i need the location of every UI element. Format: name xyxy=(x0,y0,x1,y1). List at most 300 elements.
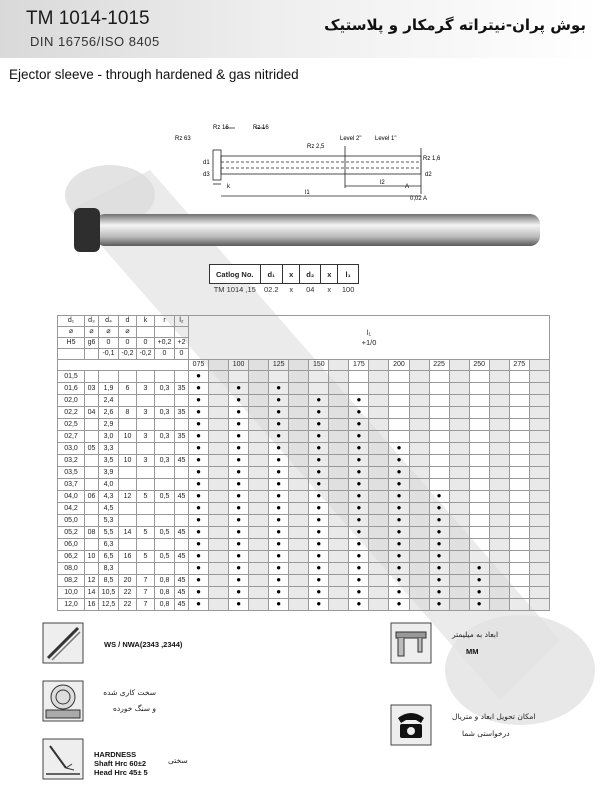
availability-spacer xyxy=(529,503,549,515)
availability-dot: ● xyxy=(356,455,362,465)
header-d: d xyxy=(119,316,137,327)
material-icon xyxy=(42,622,84,664)
availability-cell xyxy=(309,599,329,611)
availability-spacer xyxy=(489,407,509,419)
header-diameter-symbol: ⌀ xyxy=(58,327,85,338)
dimension-cell: 05,2 xyxy=(58,527,85,539)
dimension-cell xyxy=(175,395,189,407)
availability-spacer xyxy=(329,395,349,407)
availability-spacer xyxy=(289,587,309,599)
availability-cell xyxy=(509,431,529,443)
dimension-cell xyxy=(137,539,155,551)
header-tol-lower: 0 xyxy=(175,349,189,360)
availability-spacer xyxy=(489,491,509,503)
availability-dot: ● xyxy=(236,395,242,405)
table-row xyxy=(58,371,550,383)
availability-cell xyxy=(269,419,289,431)
availability-spacer xyxy=(449,383,469,395)
availability-spacer xyxy=(329,467,349,479)
availability-spacer xyxy=(449,455,469,467)
availability-cell xyxy=(269,575,289,587)
dimension-cell: 45 xyxy=(175,527,189,539)
dimension-cell xyxy=(85,503,99,515)
availability-spacer xyxy=(529,539,549,551)
availability-dot: ● xyxy=(196,371,201,381)
availability-cell xyxy=(349,455,369,467)
availability-spacer xyxy=(209,575,229,587)
availability-dot: ● xyxy=(276,515,282,525)
availability-cell xyxy=(349,383,369,395)
availability-dot: ● xyxy=(356,575,362,585)
availability-cell xyxy=(509,455,529,467)
dimension-cell: 16 xyxy=(119,551,137,563)
dimension-cell: 03,7 xyxy=(58,479,85,491)
dimension-cell xyxy=(175,467,189,479)
availability-spacer xyxy=(449,491,469,503)
availability-spacer xyxy=(369,491,389,503)
hardened-ground-icon xyxy=(42,680,84,722)
phone-icon xyxy=(390,704,432,746)
availability-spacer xyxy=(489,455,509,467)
dimension-cell xyxy=(119,371,137,383)
length-header-spacer xyxy=(209,360,229,371)
availability-spacer xyxy=(329,503,349,515)
dimension-cell: 8 xyxy=(119,407,137,419)
availability-spacer xyxy=(489,527,509,539)
availability-dot: ● xyxy=(316,395,322,405)
availability-spacer xyxy=(209,479,229,491)
header-empty xyxy=(58,349,85,360)
availability-spacer xyxy=(449,539,469,551)
availability-spacer xyxy=(529,431,549,443)
availability-cell xyxy=(389,383,409,395)
caliper-icon xyxy=(390,622,432,664)
dimension-cell xyxy=(85,515,99,527)
material-grade: WS / NWA(2343 ,2344) xyxy=(104,640,183,649)
level1-label: Level 1" xyxy=(375,136,397,142)
dimension-cell: 06,0 xyxy=(58,539,85,551)
availability-dot: ● xyxy=(276,527,282,537)
availability-spacer xyxy=(409,587,429,599)
availability-cell xyxy=(189,407,209,419)
dimension-cell: 45 xyxy=(175,551,189,563)
availability-spacer xyxy=(289,407,309,419)
shaft-hardness: Shaft Hrc 60±2 xyxy=(94,759,147,768)
availability-dot: ● xyxy=(396,491,402,501)
availability-cell xyxy=(429,419,449,431)
header-d3: d₃ xyxy=(85,316,99,327)
dimension-cell: 06 xyxy=(85,491,99,503)
availability-dot: ● xyxy=(316,419,322,429)
header-d1: d₁ xyxy=(58,316,85,327)
availability-spacer xyxy=(209,491,229,503)
availability-dot: ● xyxy=(396,551,402,561)
dimension-cell: 22 xyxy=(119,587,137,599)
availability-dot: ● xyxy=(236,455,242,465)
dimension-cell xyxy=(119,467,137,479)
availability-spacer xyxy=(409,551,429,563)
availability-dot: ● xyxy=(276,443,282,453)
availability-spacer xyxy=(449,503,469,515)
availability-spacer xyxy=(489,371,509,383)
table-row xyxy=(58,455,550,467)
header-diameter-symbol: ⌀ xyxy=(85,327,99,338)
availability-dot: ● xyxy=(356,479,362,489)
dimension-cell: 4,0 xyxy=(99,479,119,491)
availability-spacer xyxy=(329,599,349,611)
availability-spacer xyxy=(529,587,549,599)
availability-spacer xyxy=(249,515,269,527)
availability-cell xyxy=(469,551,489,563)
dimension-cell: 5 xyxy=(137,551,155,563)
availability-spacer xyxy=(249,419,269,431)
header-l2: l₂ xyxy=(175,316,189,327)
availability-dot: ● xyxy=(276,479,282,489)
availability-cell xyxy=(189,419,209,431)
dimension-cell xyxy=(175,539,189,551)
availability-cell xyxy=(429,479,449,491)
availability-dot: ● xyxy=(476,599,482,609)
dimension-cell: 3 xyxy=(137,383,155,395)
availability-cell xyxy=(269,503,289,515)
dimension-cell: 10 xyxy=(119,455,137,467)
availability-cell xyxy=(429,455,449,467)
dimension-cell: 03,5 xyxy=(58,467,85,479)
availability-cell xyxy=(389,407,409,419)
availability-spacer xyxy=(329,383,349,395)
availability-cell xyxy=(469,455,489,467)
availability-cell xyxy=(509,527,529,539)
availability-spacer xyxy=(409,491,429,503)
length-header-cell: 150 xyxy=(309,360,329,371)
availability-spacer xyxy=(409,563,429,575)
availability-cell xyxy=(389,539,409,551)
availability-cell xyxy=(229,575,249,587)
table-row xyxy=(58,599,550,611)
table-row xyxy=(58,527,550,539)
rz25-label: Rz 2,5 xyxy=(307,144,325,150)
header-tol-lower: -0,2 xyxy=(119,349,137,360)
header-tol-upper: 0 xyxy=(119,338,137,349)
availability-cell xyxy=(229,587,249,599)
availability-spacer xyxy=(249,431,269,443)
dimension-cell xyxy=(137,371,155,383)
availability-cell xyxy=(429,383,449,395)
standard-label: DIN 16756/ISO 8405 xyxy=(30,34,160,49)
dimension-cell: 01,6 xyxy=(58,383,85,395)
availability-cell xyxy=(229,431,249,443)
availability-dot: ● xyxy=(316,491,322,501)
availability-cell xyxy=(189,503,209,515)
availability-cell xyxy=(229,503,249,515)
availability-spacer xyxy=(529,419,549,431)
availability-cell xyxy=(229,491,249,503)
dimension-cell: 5 xyxy=(137,527,155,539)
availability-dot: ● xyxy=(356,551,362,561)
availability-cell xyxy=(509,563,529,575)
hardness-icon xyxy=(42,738,84,780)
hardened-label: سخت کاری شده xyxy=(103,688,156,697)
availability-dot: ● xyxy=(316,503,322,513)
availability-dot: ● xyxy=(196,551,201,561)
availability-dot: ● xyxy=(436,551,442,561)
availability-cell xyxy=(269,539,289,551)
table-row xyxy=(58,575,550,587)
dimension-cell: 4,3 xyxy=(99,491,119,503)
availability-spacer xyxy=(409,479,429,491)
availability-cell xyxy=(269,599,289,611)
availability-spacer xyxy=(489,515,509,527)
dimension-cell: 8,5 xyxy=(99,575,119,587)
dimension-cell: 04,2 xyxy=(58,503,85,515)
dimension-cell: 6 xyxy=(119,383,137,395)
availability-spacer xyxy=(209,443,229,455)
availability-spacer xyxy=(489,479,509,491)
dimension-cell xyxy=(85,395,99,407)
dimension-cell xyxy=(137,479,155,491)
availability-spacer xyxy=(289,575,309,587)
availability-cell xyxy=(389,599,409,611)
availability-spacer xyxy=(409,575,429,587)
length-header-row xyxy=(58,360,550,371)
dimension-cell xyxy=(119,419,137,431)
availability-spacer xyxy=(529,407,549,419)
header-d4: d₄ xyxy=(99,316,119,327)
catalog-example-cell: 04 xyxy=(306,285,315,294)
availability-dot: ● xyxy=(316,539,322,549)
availability-spacer xyxy=(369,515,389,527)
availability-cell xyxy=(509,491,529,503)
length-header-cell: 250 xyxy=(469,360,489,371)
dimension-cell: 2,9 xyxy=(99,419,119,431)
dimension-cell: 06,2 xyxy=(58,551,85,563)
availability-dot: ● xyxy=(236,515,242,525)
dimension-cell: 45 xyxy=(175,491,189,503)
availability-spacer xyxy=(289,371,309,383)
availability-spacer xyxy=(329,515,349,527)
availability-dot: ● xyxy=(396,575,402,585)
hardness-title: HARDNESS xyxy=(94,750,137,759)
dimension-cell: 0,3 xyxy=(155,431,175,443)
availability-dot: ● xyxy=(316,563,322,573)
availability-dot: ● xyxy=(196,443,201,453)
availability-cell xyxy=(429,539,449,551)
availability-spacer xyxy=(329,455,349,467)
availability-spacer xyxy=(289,491,309,503)
availability-cell xyxy=(509,515,529,527)
availability-spacer xyxy=(209,383,229,395)
availability-cell xyxy=(349,407,369,419)
dimension-cell: 12 xyxy=(119,491,137,503)
dimension-cell: 5,5 xyxy=(99,527,119,539)
availability-cell xyxy=(189,467,209,479)
availability-spacer xyxy=(489,563,509,575)
availability-spacer xyxy=(289,479,309,491)
dimension-table-body xyxy=(58,371,550,611)
dimension-cell: 5,3 xyxy=(99,515,119,527)
availability-spacer xyxy=(289,503,309,515)
availability-spacer xyxy=(489,383,509,395)
catalog-header-cell: x xyxy=(321,265,338,284)
availability-cell xyxy=(189,431,209,443)
availability-cell xyxy=(469,407,489,419)
availability-cell xyxy=(269,371,289,383)
dimension-cell xyxy=(155,395,175,407)
availability-cell xyxy=(189,551,209,563)
dimension-cell: 22 xyxy=(119,599,137,611)
availability-cell xyxy=(389,527,409,539)
availability-cell xyxy=(189,575,209,587)
availability-spacer xyxy=(449,587,469,599)
availability-dot: ● xyxy=(236,599,242,609)
dimension-cell: 12,0 xyxy=(58,599,85,611)
catalog-header-cell: d₁ xyxy=(260,265,283,284)
availability-dot: ● xyxy=(316,479,322,489)
unit-mm: MM xyxy=(466,647,479,656)
availability-spacer xyxy=(369,443,389,455)
availability-cell xyxy=(509,395,529,407)
availability-dot: ● xyxy=(196,407,201,417)
availability-cell xyxy=(189,563,209,575)
availability-cell xyxy=(269,527,289,539)
availability-spacer xyxy=(529,395,549,407)
availability-spacer xyxy=(289,515,309,527)
availability-cell xyxy=(389,563,409,575)
availability-cell xyxy=(309,431,329,443)
availability-cell xyxy=(509,383,529,395)
availability-spacer xyxy=(529,563,549,575)
availability-dot: ● xyxy=(396,587,402,597)
availability-dot: ● xyxy=(236,383,242,393)
availability-cell xyxy=(269,383,289,395)
availability-dot: ● xyxy=(436,515,442,525)
availability-spacer xyxy=(449,431,469,443)
availability-cell xyxy=(509,371,529,383)
availability-cell xyxy=(269,551,289,563)
availability-spacer xyxy=(369,551,389,563)
availability-cell xyxy=(389,503,409,515)
dimension-cell xyxy=(175,443,189,455)
availability-spacer xyxy=(249,467,269,479)
dimension-table xyxy=(57,315,550,611)
dimension-cell: 5 xyxy=(137,491,155,503)
dimension-cell: 45 xyxy=(175,455,189,467)
availability-dot: ● xyxy=(436,527,442,537)
availability-spacer xyxy=(289,455,309,467)
dimension-cell: 04 xyxy=(85,407,99,419)
availability-dot: ● xyxy=(196,395,201,405)
availability-spacer xyxy=(529,491,549,503)
header-tol-lower: 0 xyxy=(155,349,175,360)
availability-spacer xyxy=(449,527,469,539)
head-hardness: Head Hrc 45± 5 xyxy=(94,768,148,777)
dimension-cell xyxy=(137,503,155,515)
availability-cell xyxy=(349,479,369,491)
dimension-cell: 0,5 xyxy=(155,551,175,563)
availability-spacer xyxy=(449,407,469,419)
availability-dot: ● xyxy=(276,491,282,501)
availability-spacer xyxy=(409,539,429,551)
header-tol-class: g6 xyxy=(85,338,99,349)
availability-cell xyxy=(309,467,329,479)
hardness-persian-label: سختی xyxy=(168,756,188,765)
availability-cell xyxy=(269,431,289,443)
availability-dot: ● xyxy=(316,587,322,597)
availability-spacer xyxy=(369,587,389,599)
availability-dot: ● xyxy=(356,431,362,441)
dimension-cell: 08 xyxy=(85,527,99,539)
dimension-cell xyxy=(137,467,155,479)
availability-spacer xyxy=(409,407,429,419)
availability-spacer xyxy=(329,491,349,503)
availability-dot: ● xyxy=(236,407,242,417)
dimension-cell: 10 xyxy=(119,431,137,443)
availability-cell xyxy=(389,491,409,503)
availability-dot: ● xyxy=(316,575,322,585)
availability-cell xyxy=(349,599,369,611)
availability-cell xyxy=(309,407,329,419)
dimension-cell xyxy=(175,371,189,383)
availability-spacer xyxy=(209,455,229,467)
dimension-cell xyxy=(155,539,175,551)
availability-spacer xyxy=(289,419,309,431)
header-k: k xyxy=(137,316,155,327)
availability-cell xyxy=(509,407,529,419)
availability-cell xyxy=(389,419,409,431)
availability-spacer xyxy=(209,395,229,407)
dimension-cell xyxy=(137,563,155,575)
length-header-spacer xyxy=(289,360,309,371)
availability-spacer xyxy=(449,395,469,407)
dimension-cell: 35 xyxy=(175,383,189,395)
availability-spacer xyxy=(489,419,509,431)
availability-spacer xyxy=(209,419,229,431)
header-tol-upper: +2 xyxy=(175,338,189,349)
availability-cell xyxy=(309,395,329,407)
dimension-cell: 14 xyxy=(119,527,137,539)
dimension-cell: 4,5 xyxy=(99,503,119,515)
dimension-cell: 0,8 xyxy=(155,599,175,611)
l1-label: l₁ xyxy=(366,327,372,337)
dimension-cell: 3 xyxy=(137,455,155,467)
availability-dot: ● xyxy=(356,467,362,477)
dimension-cell xyxy=(155,515,175,527)
dimension-cell xyxy=(99,371,119,383)
availability-cell xyxy=(429,395,449,407)
length-header-cell: 225 xyxy=(429,360,449,371)
availability-spacer xyxy=(329,539,349,551)
availability-cell xyxy=(309,539,329,551)
availability-dot: ● xyxy=(356,599,362,609)
availability-spacer xyxy=(329,431,349,443)
ground-label: و سنگ خورده xyxy=(112,704,156,713)
length-header-cell: 275 xyxy=(509,360,529,371)
availability-dot: ● xyxy=(196,383,201,393)
availability-cell xyxy=(229,599,249,611)
header-empty xyxy=(85,349,99,360)
table-row xyxy=(58,551,550,563)
availability-dot: ● xyxy=(476,575,482,585)
length-header-spacer xyxy=(409,360,429,371)
availability-spacer xyxy=(329,407,349,419)
availability-cell xyxy=(389,479,409,491)
availability-dot: ● xyxy=(196,419,201,429)
availability-cell xyxy=(469,443,489,455)
availability-cell xyxy=(349,491,369,503)
availability-spacer xyxy=(369,479,389,491)
dimension-cell xyxy=(155,371,175,383)
dimension-cell: 03 xyxy=(85,383,99,395)
